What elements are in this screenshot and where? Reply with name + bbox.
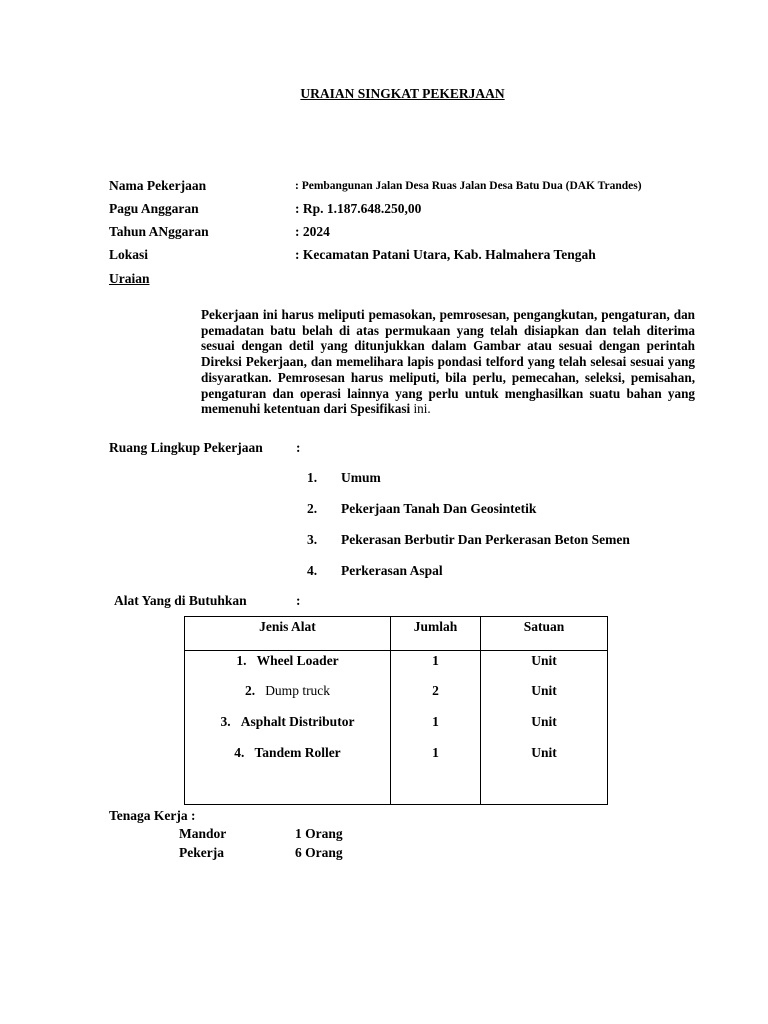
column-header-jenis-alat: Jenis Alat xyxy=(185,617,391,651)
lokasi-value: : Kecamatan Patani Utara, Kab. Halmahera Tengah xyxy=(295,247,596,262)
table-cell-unit: Unit xyxy=(531,683,557,698)
document-title: URAIAN SINGKAT PEKERJAAN xyxy=(300,86,505,101)
table-row-name xyxy=(185,683,390,699)
scope-item-text: Pekerasan Berbutir Dan Perkerasan Beton Semen xyxy=(341,532,630,547)
tenaga-count: 1 Orang xyxy=(295,826,343,841)
table-cell-qty: 1 xyxy=(432,714,439,729)
row-number: 2. xyxy=(244,683,256,698)
satuan-column xyxy=(481,651,608,805)
uraian-tail: ini. xyxy=(410,401,431,417)
column-header-satuan: Satuan xyxy=(481,617,608,651)
row-number: 1. xyxy=(236,653,247,668)
table-cell-qty: 1 xyxy=(432,653,439,668)
ruang-lingkup-colon: : xyxy=(296,440,301,455)
pagu-anggaran-label: Pagu Anggaran xyxy=(109,201,199,216)
lokasi-label: Lokasi xyxy=(109,247,149,262)
table-cell-unit: Unit xyxy=(531,745,557,760)
equipment-name: Asphalt Distributor xyxy=(240,714,355,729)
tenaga-kerja-label: Tenaga Kerja : xyxy=(109,808,196,823)
pagu-anggaran-value: : Rp. 1.187.648.250,00 xyxy=(295,201,422,216)
jumlah-column xyxy=(391,651,481,805)
scope-item-number: 1. xyxy=(307,470,318,485)
equipment-table xyxy=(184,616,608,805)
table-cell-unit: Unit xyxy=(531,653,557,668)
uraian-text: Pekerjaan ini harus meliputi pemasokan, pemrosesan, pengangkutan, pengaturan, dan pemadatan batu belah di atas permukaan yang telah disiapkan dan telah diterima sesuai dengan detil yang ditunjukkan dalam Gambar atau sesuai dengan perintah Direksi Pekerjaan, dan memelihara lapis pondasi telford yang telah selesai sesuai yang disyaratkan. Pemrosesan harus meliputi, bila perlu, pemecahan, seleksi, pemisahan, pengaturan dan operasi lainnya yang perlu untuk menghasilkan suatu bahan yang memenuhi ketentuan dari Spesifikasi xyxy=(201,307,695,417)
scope-item-text: Perkerasan Aspal xyxy=(341,563,443,578)
equipment-name: Wheel Loader xyxy=(256,653,339,668)
alat-label: Alat Yang di Butuhkan xyxy=(114,593,247,608)
scope-item-text: Umum xyxy=(341,470,381,485)
scope-item-number: 3. xyxy=(307,532,318,547)
ruang-lingkup-label: Ruang Lingkup Pekerjaan xyxy=(109,440,263,455)
table-row-name xyxy=(185,714,390,730)
tenaga-count: 6 Orang xyxy=(295,845,343,860)
table-row-name xyxy=(185,653,390,669)
equipment-name: Tandem Roller xyxy=(254,745,341,760)
tenaga-role: Pekerja xyxy=(179,845,224,860)
uraian-heading: Uraian xyxy=(109,271,150,286)
column-header-jumlah: Jumlah xyxy=(391,617,481,651)
table-row-name xyxy=(185,745,390,761)
row-number: 3. xyxy=(220,714,231,729)
tahun-anggaran-label: Tahun ANggaran xyxy=(109,224,209,239)
scope-item-number: 2. xyxy=(307,501,318,516)
table-cell-unit: Unit xyxy=(531,714,557,729)
scope-item-text: Pekerjaan Tanah Dan Geosintetik xyxy=(341,501,537,516)
tahun-anggaran-value: : 2024 xyxy=(295,224,330,239)
tenaga-role: Mandor xyxy=(179,826,227,841)
uraian-paragraph xyxy=(201,307,695,417)
table-cell-qty: 1 xyxy=(432,745,439,760)
jenis-alat-column xyxy=(185,651,391,805)
table-cell-qty: 2 xyxy=(432,683,439,698)
equipment-name: Dump truck xyxy=(265,683,331,698)
nama-pekerjaan-value: : Pembangunan Jalan Desa Ruas Jalan Desa Batu Dua (DAK Trandes) xyxy=(295,180,642,192)
nama-pekerjaan-label: Nama Pekerjaan xyxy=(109,178,207,193)
scope-item-number: 4. xyxy=(307,563,318,578)
row-number: 4. xyxy=(234,745,245,760)
alat-colon: : xyxy=(296,593,301,608)
